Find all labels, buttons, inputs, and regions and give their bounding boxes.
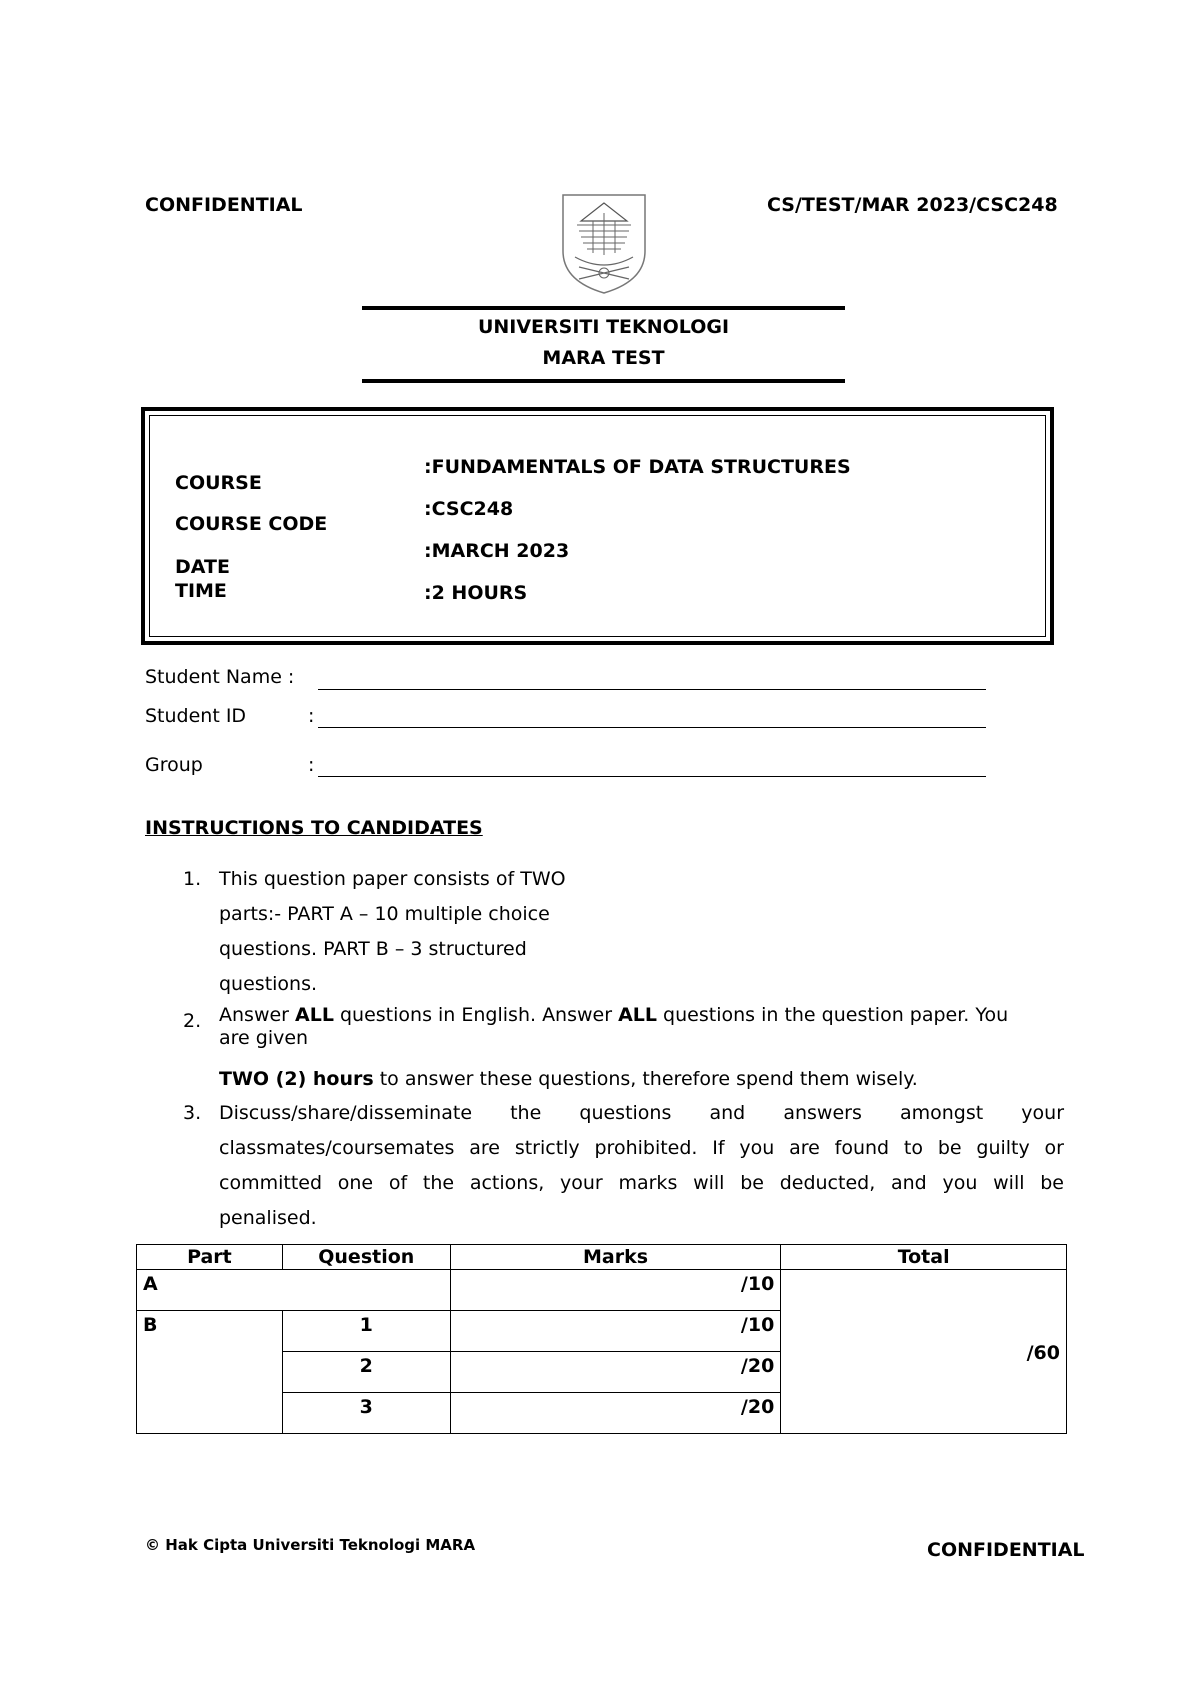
header-reference-code: CS/TEST/MAR 2023/CSC248 bbox=[767, 194, 1058, 216]
student-id-field[interactable] bbox=[318, 727, 986, 728]
course-code-label: COURSE CODE bbox=[175, 513, 328, 535]
col-header-total: Total bbox=[781, 1245, 1067, 1270]
university-crest-icon bbox=[559, 191, 649, 295]
footer-copyright: © Hak Cipta Universiti Teknologi MARA bbox=[145, 1536, 476, 1554]
instruction-1-line: questions. bbox=[219, 973, 318, 995]
instruction-2-number: 2. bbox=[183, 1010, 202, 1032]
instructions-heading: INSTRUCTIONS TO CANDIDATES bbox=[145, 817, 483, 839]
col-header-question: Question bbox=[282, 1245, 450, 1270]
student-name-label: Student Name : bbox=[145, 666, 295, 688]
instruction-2-part: to answer these questions, therefore spend them wisely. bbox=[373, 1068, 918, 1090]
footer-confidential: CONFIDENTIAL bbox=[927, 1539, 1085, 1561]
marks-cell[interactable]: /20 bbox=[450, 1352, 781, 1393]
title-line-2: MARA TEST bbox=[542, 347, 665, 369]
title-line-1: UNIVERSITI TEKNOLOGI bbox=[477, 316, 730, 338]
marks-cell[interactable]: /10 bbox=[450, 1270, 781, 1311]
instruction-2-bold: ALL bbox=[295, 1004, 334, 1026]
group-label: Group bbox=[145, 754, 203, 776]
instruction-2-part: questions in the question paper. You bbox=[657, 1004, 1009, 1026]
course-info-box bbox=[141, 407, 1054, 645]
instruction-1-line: parts:- PART A – 10 multiple choice bbox=[219, 903, 550, 925]
instruction-3-text bbox=[219, 1096, 1064, 1236]
date-value: :MARCH 2023 bbox=[424, 540, 570, 562]
instruction-1-line: questions. PART B – 3 structured bbox=[219, 938, 527, 960]
instruction-2-text-cont bbox=[219, 1062, 918, 1097]
instruction-2-line: are given bbox=[219, 1027, 309, 1049]
col-header-part: Part bbox=[137, 1245, 283, 1270]
total-cell[interactable]: /60 bbox=[781, 1270, 1067, 1434]
instruction-3-line: penalised. bbox=[219, 1207, 317, 1229]
date-label: DATE bbox=[175, 556, 230, 578]
marks-table bbox=[136, 1244, 1067, 1434]
instruction-2-part: Answer bbox=[219, 1004, 296, 1026]
student-name-field[interactable] bbox=[318, 689, 986, 690]
group-field[interactable] bbox=[318, 776, 986, 777]
question-cell: 2 bbox=[282, 1352, 450, 1393]
instruction-3-number: 3. bbox=[183, 1102, 202, 1124]
group-colon: : bbox=[308, 754, 315, 776]
instruction-1-line: This question paper consists of TWO bbox=[219, 868, 566, 890]
part-a-cell: A bbox=[137, 1270, 451, 1311]
instruction-3-line: committed one of the actions, your marks will be deducted, and you will be bbox=[219, 1172, 1064, 1194]
col-header-marks: Marks bbox=[450, 1245, 781, 1270]
time-label: TIME bbox=[175, 580, 227, 602]
instruction-3-line: Discuss/share/disseminate the questions and answers amongst your bbox=[219, 1102, 1064, 1124]
title-top-rule bbox=[362, 306, 845, 310]
instruction-1-number: 1. bbox=[183, 868, 202, 890]
instruction-3-line: classmates/coursemates are strictly prohibited. If you are found to be guilty or bbox=[219, 1137, 1064, 1159]
question-cell: 3 bbox=[282, 1393, 450, 1434]
course-label: COURSE bbox=[175, 472, 262, 494]
time-value: :2 HOURS bbox=[424, 582, 528, 604]
course-value: :FUNDAMENTALS OF DATA STRUCTURES bbox=[424, 456, 851, 478]
table-row bbox=[137, 1270, 1067, 1311]
test-title bbox=[362, 312, 845, 374]
table-header-row bbox=[137, 1245, 1067, 1270]
marks-cell[interactable]: /20 bbox=[450, 1393, 781, 1434]
student-id-colon: : bbox=[308, 705, 315, 727]
instruction-2-part: questions in English. Answer bbox=[333, 1004, 619, 1026]
student-id-label: Student ID bbox=[145, 705, 247, 727]
marks-cell[interactable]: /10 bbox=[450, 1311, 781, 1352]
part-b-cell: B bbox=[137, 1311, 283, 1434]
course-code-value: :CSC248 bbox=[424, 498, 514, 520]
instruction-2-text bbox=[219, 1004, 1008, 1050]
instruction-1-text bbox=[219, 862, 566, 1002]
instruction-2-bold: ALL bbox=[618, 1004, 658, 1026]
header-confidential: CONFIDENTIAL bbox=[145, 194, 303, 216]
title-bottom-rule bbox=[362, 379, 845, 383]
question-cell: 1 bbox=[282, 1311, 450, 1352]
instruction-2-bold: TWO (2) hours bbox=[219, 1068, 374, 1090]
